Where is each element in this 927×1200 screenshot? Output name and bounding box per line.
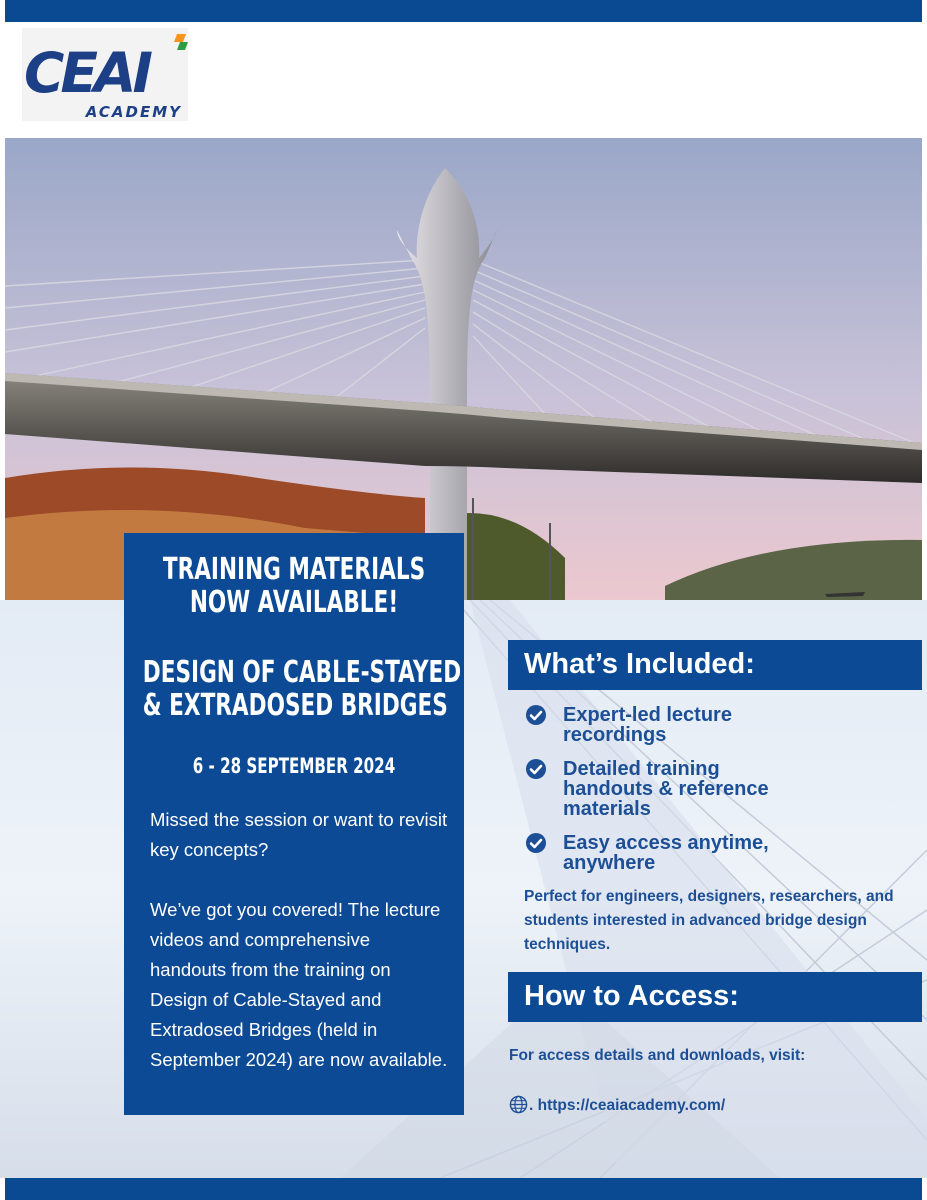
check-circle-icon	[525, 758, 547, 780]
headline	[143, 553, 445, 619]
audience-line-1: Perfect for engineers, designers, researchers, and	[524, 888, 894, 905]
feature-line-2: handouts & reference	[563, 778, 769, 800]
url-link-text[interactable]: https://ceaiacademy.com/	[537, 1097, 726, 1114]
logo-mark	[22, 32, 188, 104]
course-title	[142, 655, 462, 723]
check-circle-icon	[525, 704, 547, 726]
course-title-line-2: & EXTRADOSED BRIDGES	[142, 688, 448, 723]
url-prefix: .	[529, 1097, 534, 1114]
website-url[interactable]	[529, 1097, 725, 1115]
check-circle-icon	[525, 832, 547, 854]
svg-text:CEAI: CEAI	[24, 41, 149, 104]
ceai-academy-logo	[22, 28, 188, 121]
whats-included-header	[508, 640, 922, 690]
announcement-body: We’ve got you covered! The lecture videos and comprehensive handouts from the training on Design of Cable-Stayed and Extradosed Bridges (held in September 2024) are now available.	[150, 899, 448, 1070]
announcement-panel	[124, 533, 464, 1115]
feature-line-1: Detailed training	[563, 758, 720, 780]
how-to-access-header	[508, 972, 922, 1022]
feature-line-1: Expert-led lecture	[563, 704, 732, 726]
how-to-access-heading: How to Access:	[524, 980, 739, 1012]
feature-line-1: Easy access anytime,	[563, 832, 769, 854]
hero-bridge-image	[5, 138, 922, 600]
audience-line-3: techniques.	[524, 936, 611, 953]
whats-included-heading: What’s Included:	[524, 648, 755, 680]
course-dates: 6 - 28 SEPTEMBER 2024	[192, 754, 396, 778]
audience-note	[524, 885, 919, 957]
audience-line-2: students interested in advanced bridge design	[524, 912, 867, 929]
globe-icon	[509, 1095, 528, 1114]
feature-line-2: anywhere	[563, 852, 656, 874]
headline-line-1: TRAINING MATERIALS	[162, 552, 426, 587]
access-instructions: For access details and downloads, visit:	[509, 1047, 806, 1064]
bottom-accent-bar	[5, 1178, 922, 1200]
top-accent-bar	[5, 0, 922, 22]
logo-subtitle: ACADEMY	[85, 103, 182, 121]
headline-line-2: NOW AVAILABLE!	[189, 585, 399, 620]
feature-line-2: recordings	[563, 724, 667, 746]
feature-line-3: materials	[563, 798, 651, 820]
lead-question: Missed the session or want to revisit key concepts?	[150, 809, 448, 860]
course-title-line-1: DESIGN OF CABLE-STAYED	[142, 655, 462, 690]
